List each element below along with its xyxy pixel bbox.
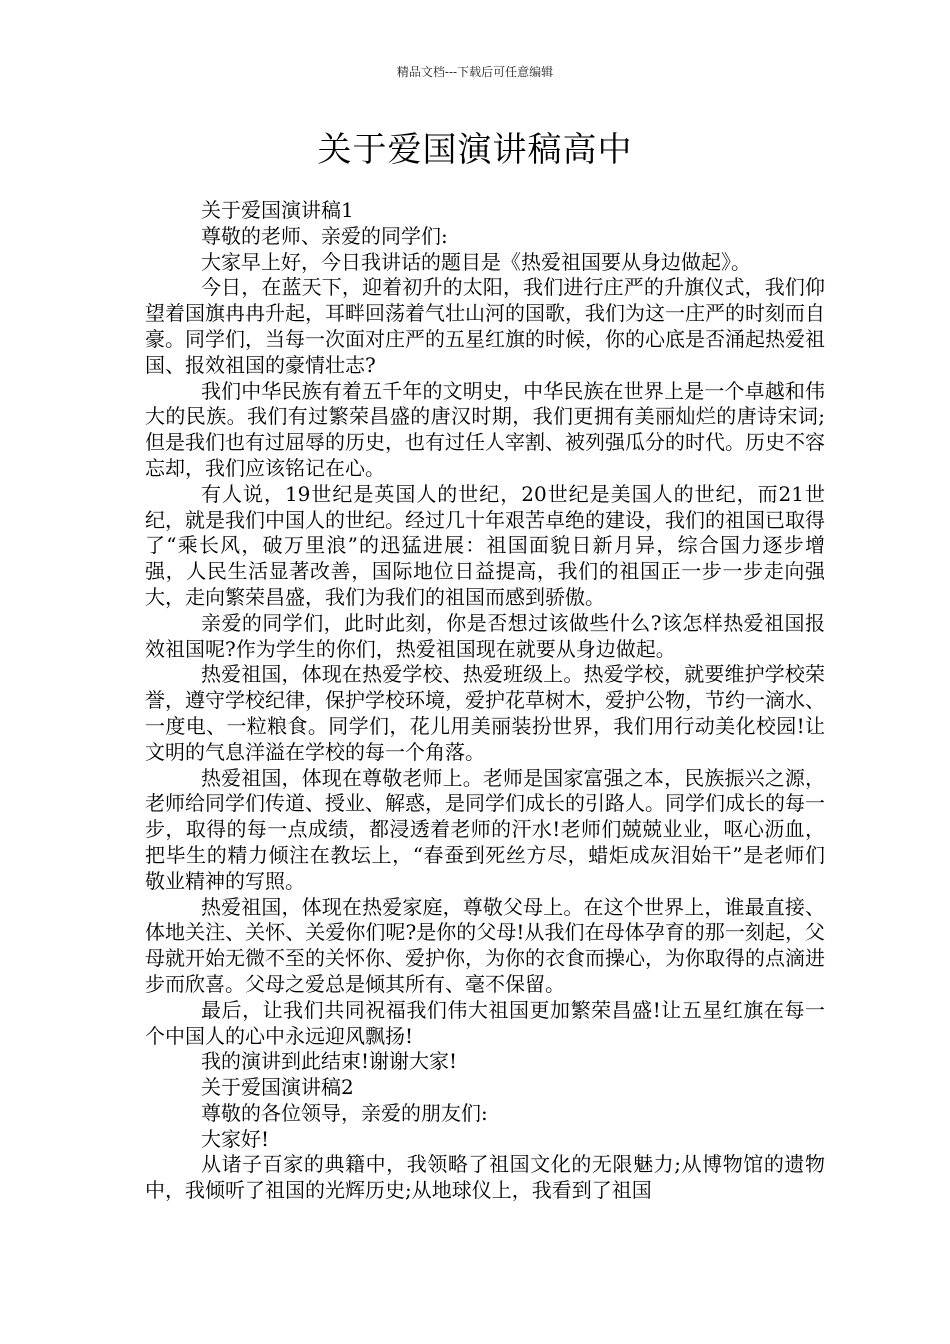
paragraph: 最后，让我们共同祝福我们伟大祖国更加繁荣昌盛!让五星红旗在每一个中国人的心中永远迎风飘扬!	[145, 997, 825, 1048]
paragraph: 热爱祖国，体现在热爱家庭，尊敬父母上。在这个世界上，谁最直接、体地关注、关怀、关爱你们呢?是你的父母!从我们在母体孕育的那一刻起，父母就开始无微不至的关怀你、爱护你，为你的衣食而操心，为你取得的点滴进步而欣喜。父母之爱总是倾其所有、毫不保留。	[145, 894, 825, 996]
paragraph: 热爱祖国，体现在热爱学校、热爱班级上。热爱学校，就要维护学校荣誉，遵守学校纪律，保护学校环境，爱护花草树木，爱护公物，节约一滴水、一度电、一粒粮食。同学们，花儿用美丽装扮世界，我们用行动美化校园!让文明的气息洋溢在学校的每一个角落。	[145, 662, 825, 764]
document-body	[145, 198, 825, 1204]
paragraph: 有人说，19世纪是英国人的世纪，20世纪是美国人的世纪，而21世纪，就是我们中国人的世纪。经过几十年艰苦卓绝的建设，我们的祖国已取得了“乘长风，破万里浪”的迅猛进展：祖国面貌日新月异，综合国力逐步增强，人民生活显著改善，国际地位日益提高，我们的祖国正一步一步走向强大，走向繁荣昌盛，我们为我们的祖国而感到骄傲。	[145, 481, 825, 609]
paragraph: 关于爱国演讲稿1	[201, 198, 354, 222]
paragraph: 大家好!	[201, 1126, 270, 1151]
paragraph: 尊敬的各位领导，亲爱的朋友们:	[201, 1100, 488, 1125]
paragraph: 关于爱国演讲稿2	[201, 1075, 354, 1100]
paragraph: 我的演讲到此结束!谢谢大家!	[201, 1049, 458, 1074]
paragraph: 今日，在蓝天下，迎着初升的太阳，我们进行庄严的升旗仪式，我们仰望着国旗冉冉升起，耳畔回荡着气壮山河的国歌，我们为这一庄严的时刻而自豪。同学们，当每一次面对庄严的五星红旗的时候，你的心底是否涌起热爱祖国、报效祖国的豪情壮志?	[145, 275, 825, 377]
paragraph: 从诸子百家的典籍中，我领略了祖国文化的无限魅力;从博物馆的遗物中，我倾听了祖国的光辉历史;从地球仪上，我看到了祖国	[145, 1152, 825, 1203]
paragraph: 尊敬的老师、亲爱的同学们:	[201, 223, 448, 248]
paragraph: 热爱祖国，体现在尊敬老师上。老师是国家富强之本，民族振兴之源，老师给同学们传道、授业、解惑，是同学们成长的引路人。同学们成长的每一步，取得的每一点成绩，都浸透着老师的汗水!老师们兢兢业业，呕心沥血，把毕生的精力倾注在教坛上，“春蚕到死丝方尽，蜡炬成灰泪始干”是老师们敬业精神的写照。	[145, 765, 825, 893]
paragraph: 亲爱的同学们，此时此刻，你是否想过该做些什么?该怎样热爱祖国报效祖国呢?作为学生的你们，热爱祖国现在就要从身边做起。	[145, 610, 825, 661]
paragraph: 我们中华民族有着五千年的文明史，中华民族在世界上是一个卓越和伟大的民族。我们有过繁荣昌盛的唐汉时期，我们更拥有美丽灿烂的唐诗宋词;但是我们也有过屈辱的历史，也有过任人宰割、被列强瓜分的时代。历史不容忘却，我们应该铭记在心。	[145, 378, 825, 480]
document-title: 关于爱国演讲稿高中	[317, 130, 633, 170]
page-header: 精品文档---下载后可任意编辑	[396, 65, 554, 79]
paragraph: 大家早上好，今日我讲话的题目是《热爱祖国要从身边做起》。	[201, 249, 751, 274]
